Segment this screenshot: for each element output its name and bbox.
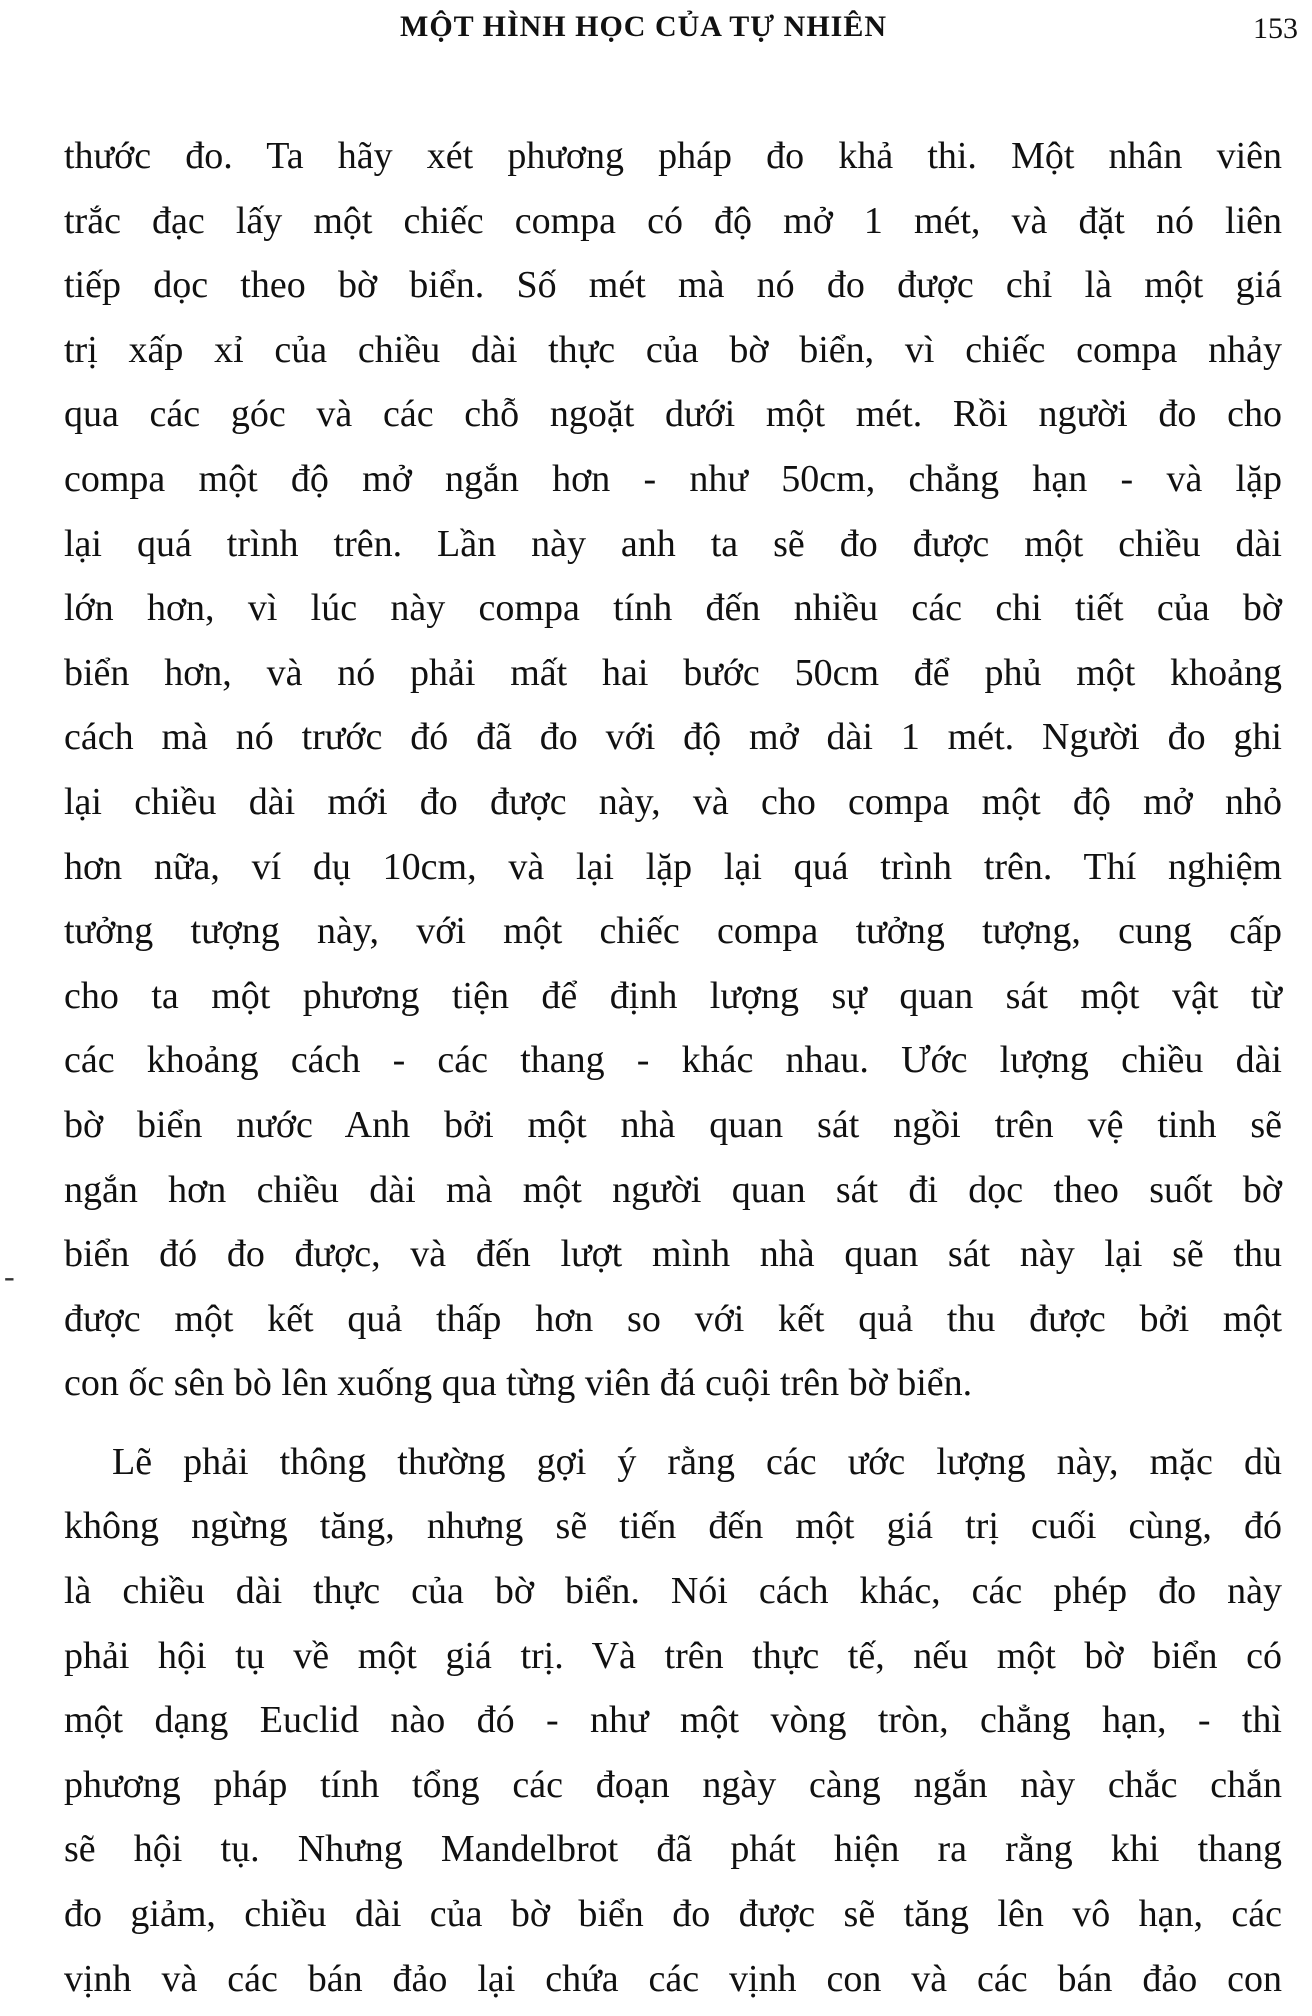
- body-text: [64, 124, 1282, 2011]
- text-line: biển hơn, và nó phải mất hai bước 50cm để phủ một khoảng: [64, 651, 1282, 694]
- running-header: [0, 10, 1312, 50]
- margin-mark: -: [4, 1258, 15, 1294]
- text-line: phương pháp tính tổng các đoạn ngày càng ngắn này chắc chắn: [64, 1763, 1282, 1806]
- text-line: phải hội tụ về một giá trị. Và trên thực tế, nếu một bờ biển có: [64, 1634, 1282, 1677]
- text-line: các khoảng cách - các thang - khác nhau. Ước lượng chiều dài: [64, 1039, 1282, 1082]
- text-line: biển đó đo được, và đến lượt mình nhà quan sát này lại sẽ thu: [64, 1233, 1282, 1276]
- text-line: đo giảm, chiều dài của bờ biển đo được sẽ tăng lên vô hạn, các: [64, 1893, 1282, 1936]
- text-line: một dạng Euclid nào đó - như một vòng tròn, chẳng hạn, - thì: [64, 1699, 1282, 1742]
- text-line: trắc đạc lấy một chiếc compa có độ mở 1 mét, và đặt nó liên: [64, 199, 1282, 242]
- text-line: được một kết quả thấp hơn so với kết quả thu được bởi một: [64, 1297, 1282, 1340]
- text-line: lại chiều dài mới đo được này, và cho compa một độ mở nhỏ: [64, 780, 1282, 823]
- running-title: MỘT HÌNH HỌC CỦA TỰ NHIÊN: [400, 10, 887, 43]
- paragraph-2: [64, 1430, 1282, 2011]
- text-line: cho ta một phương tiện để định lượng sự quan sát một vật từ: [64, 974, 1282, 1017]
- text-line: lớn hơn, vì lúc này compa tính đến nhiều các chi tiết của bờ: [64, 587, 1282, 630]
- text-line: lại quá trình trên. Lần này anh ta sẽ đo được một chiều dài: [64, 522, 1282, 565]
- text-line: bờ biển nước Anh bởi một nhà quan sát ngồi trên vệ tinh sẽ: [64, 1103, 1282, 1146]
- text-line: trị xấp xỉ của chiều dài thực của bờ biển, vì chiếc compa nhảy: [64, 328, 1282, 371]
- text-line: vịnh và các bán đảo lại chứa các vịnh con và các bán đảo con: [64, 1957, 1282, 2000]
- text-line: không ngừng tăng, nhưng sẽ tiến đến một giá trị cuối cùng, đó: [64, 1505, 1282, 1548]
- paragraph-1: [64, 124, 1282, 1416]
- text-line: tiếp dọc theo bờ biển. Số mét mà nó đo được chỉ là một giá: [64, 264, 1282, 307]
- text-line: Lẽ phải thông thường gợi ý rằng các ước lượng này, mặc dù: [112, 1440, 1282, 1483]
- page-number: 153: [1253, 12, 1298, 45]
- text-line: cách mà nó trước đó đã đo với độ mở dài 1 mét. Người đo ghi: [64, 716, 1282, 759]
- text-line: sẽ hội tụ. Nhưng Mandelbrot đã phát hiện ra rằng khi thang: [64, 1828, 1282, 1871]
- text-line: tưởng tượng này, với một chiếc compa tưởng tượng, cung cấp: [64, 910, 1282, 953]
- text-line: ngắn hơn chiều dài mà một người quan sát đi dọc theo suốt bờ: [64, 1168, 1282, 1211]
- paragraph-gap: [64, 1416, 1282, 1430]
- text-line: compa một độ mở ngắn hơn - như 50cm, chẳng hạn - và lặp: [64, 457, 1282, 500]
- text-line: hơn nữa, ví dụ 10cm, và lại lặp lại quá trình trên. Thí nghiệm: [64, 845, 1282, 888]
- text-line: con ốc sên bò lên xuống qua từng viên đá cuội trên bờ biển.: [64, 1362, 973, 1405]
- text-line: qua các góc và các chỗ ngoặt dưới một mét. Rồi người đo cho: [64, 393, 1282, 436]
- text-line: thước đo. Ta hãy xét phương pháp đo khả thi. Một nhân viên: [64, 135, 1282, 177]
- text-line: là chiều dài thực của bờ biển. Nói cách khác, các phép đo này: [64, 1570, 1282, 1613]
